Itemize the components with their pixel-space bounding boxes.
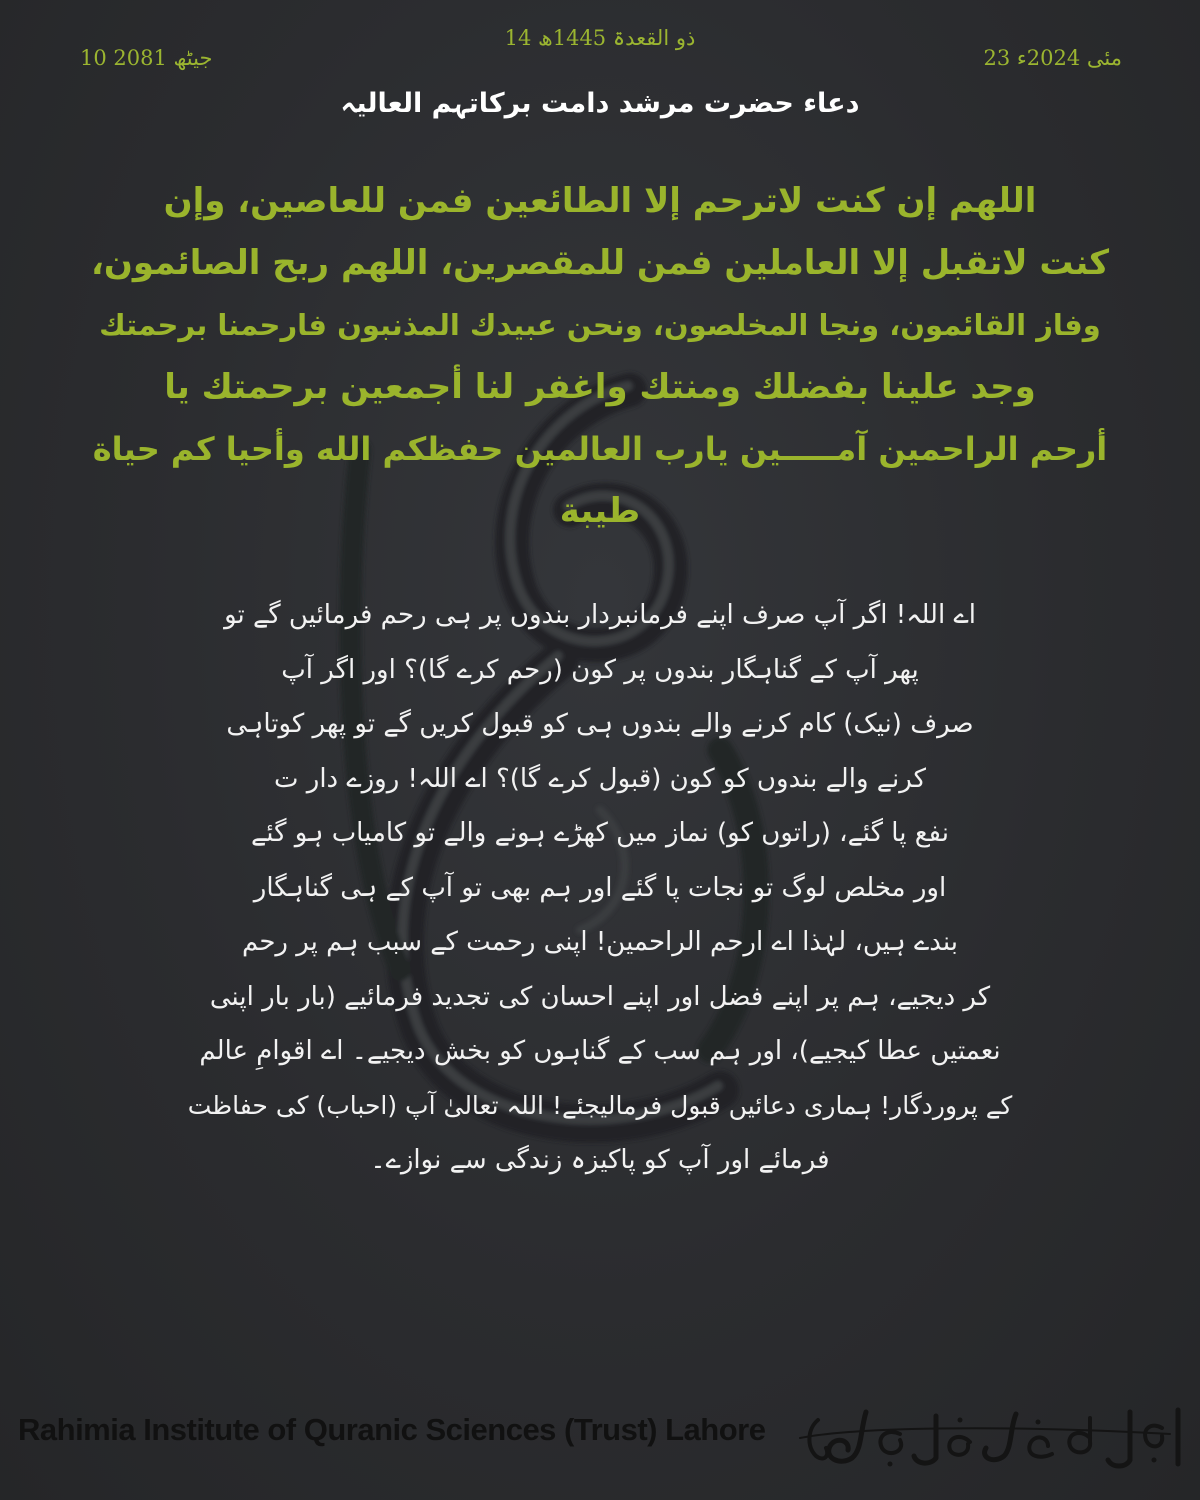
hijri-date: 14 ذو القعدۃ 1445ھ	[504, 26, 696, 50]
urdu-line: نعمتیں عطا کیجیے)، اور ہم سب کے گناہوں کو بخش دیجیے۔ اے اقوامِ عالم	[199, 1036, 1001, 1066]
institute-name: Rahimia Institute of Quranic Sciences (Trust) Lahore	[18, 1412, 766, 1447]
urdu-line: اور مخلص لوگ تو نجات پا گئے اور ہم بھی تو آپ کے ہی گناہگار	[253, 872, 947, 903]
urdu-line: کرنے والے بندوں کو کون (قبول کرے گا)؟ اے اللہ! روزے دار ت	[274, 763, 926, 794]
date-header	[0, 0, 1200, 80]
urdu-line: کے پروردگار! ہماری دعائیں قبول فرمالیجئے! اللہ تعالیٰ آپ (احباب) کی حفاظت	[187, 1090, 1013, 1120]
arabic-dua-line: أرحم الراحمين آمـــــين يارب العالمين حفظكم الله وأحيا كم حياة	[92, 430, 1108, 468]
arabic-dua-line: كنت لاتقبل إلا العاملين فمن للمقصرين، اللهم ربح الصائمون،	[90, 243, 1110, 283]
gregorian-date: 23 مئی 2024ء	[983, 46, 1122, 70]
urdu-line: کر دیجیے، ہم پر اپنے فضل اور اپنے احسان کی تجدید فرمائیے (بار بار اپنی	[209, 981, 991, 1012]
arabic-dua	[90, 170, 1110, 542]
page-title: دعاء حضرت مرشد دامت برکاتہم العالیہ	[340, 88, 860, 119]
footer	[0, 1392, 1200, 1500]
bikrami-date: 10 جیٹھ 2081	[80, 46, 213, 70]
urdu-line: صرف (نیک) کام کرنے والے بندوں ہی کو قبول کریں گے تو پھر کوتاہی	[226, 709, 974, 739]
urdu-translation	[180, 588, 1020, 1188]
urdu-line: نفع پا گئے، (راتوں کو) نماز میں کھڑے ہونے والے تو کامیاب ہو گئے	[251, 818, 949, 848]
arabic-dua-line: اللهم إن كنت لاترحم إلا الطائعين فمن للعاصين، وإن	[163, 181, 1037, 221]
institute-logo	[790, 1398, 1185, 1476]
urdu-line: پھر آپ کے گناہگار بندوں پر کون (رحم کرے گا)؟ اور اگر آپ	[281, 654, 919, 685]
arabic-dua-line: وجد علينا بفضلك ومنتك واغفر لنا أجمعين برحمتك يا	[164, 367, 1036, 407]
arabic-dua-line: وفاز القائمون، ونجا المخلصون، ونحن عبيدك المذنبون فارحمنا برحمتك	[99, 308, 1101, 342]
urdu-line: اے اللہ! اگر آپ صرف اپنے فرمانبردار بندوں پر ہی رحم فرمائیں گے تو	[224, 600, 976, 630]
urdu-line: بندے ہیں، لہٰذا اے ارحم الراحمین! اپنی رحمت کے سبب ہم پر رحم	[242, 927, 958, 957]
arabic-dua-line: طيبة	[559, 491, 641, 531]
urdu-line: فرمائے اور آپ کو پاکیزہ زندگی سے نوازے۔	[370, 1145, 830, 1175]
